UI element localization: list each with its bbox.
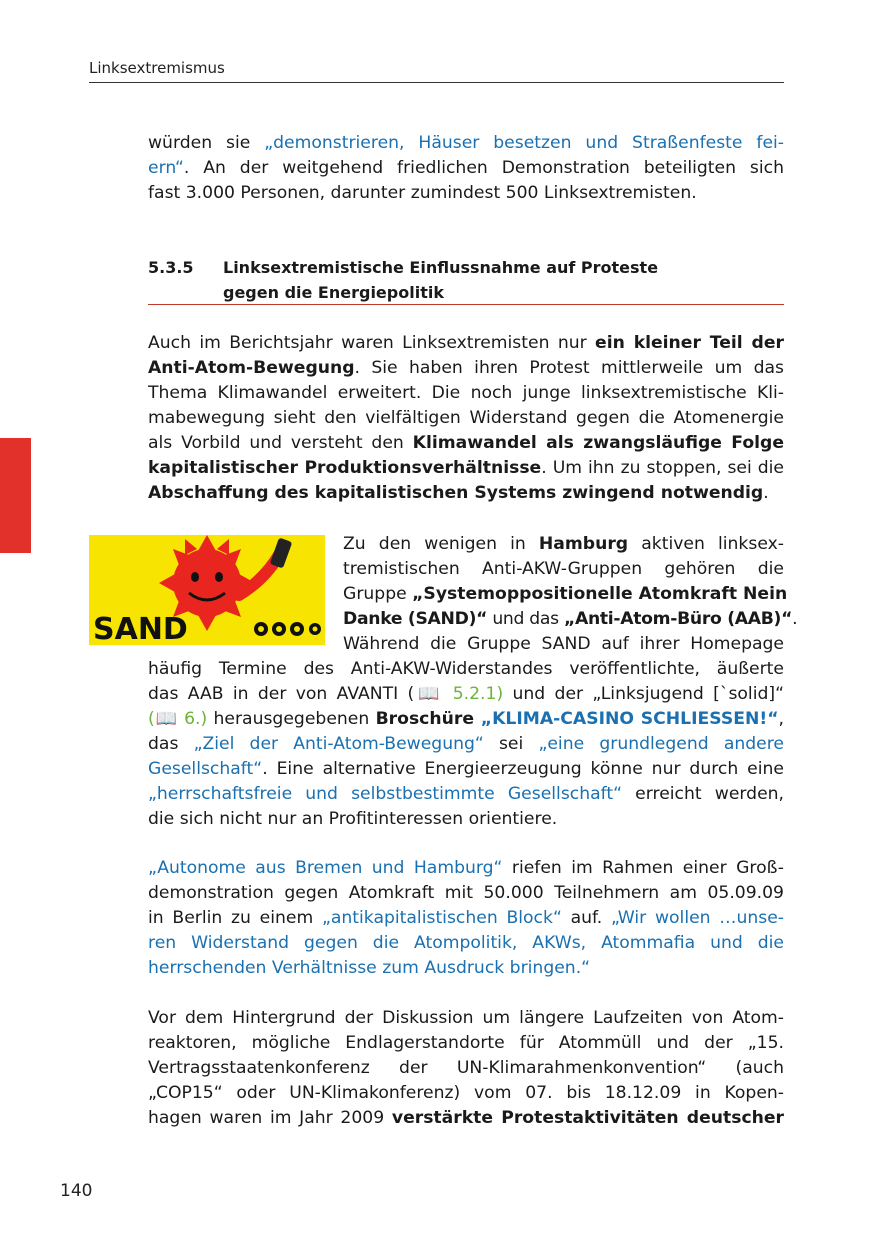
- text: demonstration gegen Atomkraft mit 50.000 Teilnehmern am 05.09.09: [148, 883, 784, 903]
- text: (: [148, 709, 155, 729]
- book-icon: 📖: [414, 684, 453, 704]
- quote: herrschenden Verhältnisse zum Ausdruck bringen.“: [148, 958, 591, 978]
- para4-line: [148, 931, 784, 956]
- text: tremistischen Anti-AKW-Gruppen gehören die: [343, 559, 784, 579]
- header-rule: [89, 82, 784, 83]
- sand-logo-graphic: [89, 535, 325, 645]
- text: das: [148, 734, 194, 754]
- text: das AAB in der von AVANTI (: [148, 684, 415, 704]
- text: Während die Gruppe SAND auf ihrer Homepage: [343, 634, 784, 654]
- quote: „demonstrieren, Häuser besetzen und Straßenfeste fei-: [264, 133, 784, 153]
- text: hagen waren im Jahr 2009: [148, 1108, 392, 1128]
- text: reaktoren, mögliche Endlagerstandorte für Atommüll und der „15.: [148, 1033, 784, 1053]
- text: Zu den wenigen in: [343, 534, 539, 554]
- emphasis: Klimawandel als zwangsläufige Folge: [412, 433, 784, 453]
- para2-line: [148, 406, 784, 431]
- text: Vor dem Hintergrund der Diskussion um längere Laufzeiten von Atom-: [148, 1008, 784, 1028]
- text: ,: [778, 709, 784, 729]
- para5-line: [148, 1056, 784, 1081]
- section-title-line: Linksextremistische Einflussnahme auf Proteste: [223, 258, 659, 277]
- quote: Gesellschaft“: [148, 759, 263, 779]
- text: herausgegebenen: [207, 709, 376, 729]
- emphasis: Hamburg: [538, 534, 629, 554]
- text: .: [792, 609, 798, 629]
- quote: „Autonome aus Bremen und Hamburg“: [148, 858, 503, 878]
- running-header: Linksextremismus: [89, 59, 225, 77]
- para2-line: [148, 431, 784, 456]
- text: Gruppe: [343, 584, 413, 604]
- text: als Vorbild und versteht den: [148, 433, 413, 453]
- text: die sich nicht nur an Profitinteressen orientiere.: [148, 809, 558, 829]
- text: . An der weitgehend friedlichen Demonstration beteiligten sich: [183, 158, 784, 178]
- para3-line: [148, 782, 784, 807]
- para2-line: [148, 331, 784, 356]
- para1-line: [148, 131, 784, 156]
- text: fast 3.000 Personen, darunter zumindest 500 Linksextremisten.: [148, 183, 697, 203]
- text: aktiven linksex-: [628, 534, 784, 554]
- para5-line: [148, 1081, 784, 1106]
- para5-line: [148, 1031, 784, 1056]
- sand-logo-text: SAND: [93, 612, 188, 645]
- emphasis: Danke (SAND)“: [343, 609, 488, 629]
- quote: „eine grundlegend andere: [538, 734, 784, 754]
- para3-line: [148, 657, 784, 682]
- text: und das: [487, 609, 564, 629]
- para5-line: [148, 1106, 784, 1131]
- quote-emphasis: „KLIMA-CASINO SCHLIESSEN!“: [480, 709, 779, 729]
- text: Vertragsstaatenkonferenz der UN-Klimarahmenkonvention“ (auch: [148, 1058, 784, 1078]
- section-title: [223, 258, 658, 308]
- text: auf.: [561, 908, 611, 928]
- cross-reference[interactable]: 6.): [184, 709, 208, 729]
- section-number: 5.3.5: [148, 258, 194, 277]
- text: . Eine alternative Energieerzeugung könne nur durch eine: [262, 759, 784, 779]
- page-number: 140: [60, 1181, 93, 1201]
- para3-line: [148, 707, 784, 732]
- para5-line: [148, 1006, 784, 1031]
- text: riefen im Rahmen einer Groß-: [502, 858, 784, 878]
- para2-line: [148, 456, 784, 481]
- text: Auch im Berichtsjahr waren Linksextremisten nur: [148, 333, 596, 353]
- text: Thema Klimawandel erweitert. Die noch junge linksextremistische Kli-: [148, 383, 784, 403]
- quote: „antikapitalistischen Block“: [321, 908, 562, 928]
- para1-line: [148, 181, 784, 206]
- para3-line: [148, 807, 784, 832]
- para3-line: [343, 607, 798, 632]
- para3-line: [343, 557, 784, 582]
- text: erreicht werden,: [622, 784, 784, 804]
- para2-line: [148, 356, 784, 381]
- text: .: [763, 483, 769, 503]
- text: „COP15“ oder UN-Klimakonferenz) vom 07. bis 18.12.09 in Kopen-: [148, 1083, 784, 1103]
- section-title-line: gegen die Energiepolitik: [223, 283, 444, 302]
- section-rule: [148, 304, 784, 305]
- emphasis: Abschaffung des kapitalistischen Systems zwingend notwendig: [148, 483, 764, 503]
- text: und der „Linksjugend [`solid]“: [503, 684, 785, 704]
- emphasis: „Anti-Atom-Büro (AAB)“: [563, 609, 793, 629]
- chapter-side-tab: [0, 438, 31, 553]
- para4-line: [148, 956, 784, 981]
- para4-line: [148, 856, 784, 881]
- para4-line: [148, 906, 784, 931]
- para3-line: [148, 682, 784, 707]
- text: würden sie: [148, 133, 265, 153]
- emphasis: kapitalistischer Produktionsverhältnisse: [148, 458, 542, 478]
- para4-line: [148, 881, 784, 906]
- emphasis: „Systemoppositionelle Atomkraft Nein: [412, 584, 788, 604]
- para2-line: [148, 381, 784, 406]
- para3-line: [148, 732, 784, 757]
- text: in Berlin zu einem: [148, 908, 322, 928]
- para2-line: [148, 481, 784, 506]
- emphasis: ein kleiner Teil der: [595, 333, 784, 353]
- sand-logo: [89, 535, 325, 645]
- text: sei: [483, 734, 539, 754]
- text: mabewegung sieht den vielfältigen Widerstand gegen die Atomenergie: [148, 408, 784, 428]
- quote: ren Widerstand gegen die Atompolitik, AKWs, Atommafia und die: [148, 933, 784, 953]
- text: . Um ihn zu stoppen, sei die: [541, 458, 785, 478]
- emphasis: Anti-Atom-Bewegung: [148, 358, 355, 378]
- quote: „Ziel der Anti-Atom-Bewegung“: [193, 734, 484, 754]
- book-icon: 📖: [154, 709, 185, 729]
- para3-line: [148, 757, 784, 782]
- quote: ern“: [148, 158, 184, 178]
- emphasis: Broschüre: [375, 709, 481, 729]
- para3-line: [343, 582, 788, 607]
- para3-line: [343, 632, 784, 657]
- para1-line: [148, 156, 784, 181]
- emphasis: verstärkte Protestaktivitäten deutscher: [391, 1108, 785, 1128]
- para3-line: [343, 532, 784, 557]
- text: . Sie haben ihren Protest mittlerweile um das: [354, 358, 784, 378]
- quote: „Wir wollen …unse-: [611, 908, 784, 928]
- text: häufig Termine des Anti-AKW-Widerstandes veröffentlichte, äußerte: [148, 659, 784, 679]
- cross-reference[interactable]: 5.2.1): [452, 684, 504, 704]
- quote: „herrschaftsfreie und selbstbestimmte Gesellschaft“: [148, 784, 623, 804]
